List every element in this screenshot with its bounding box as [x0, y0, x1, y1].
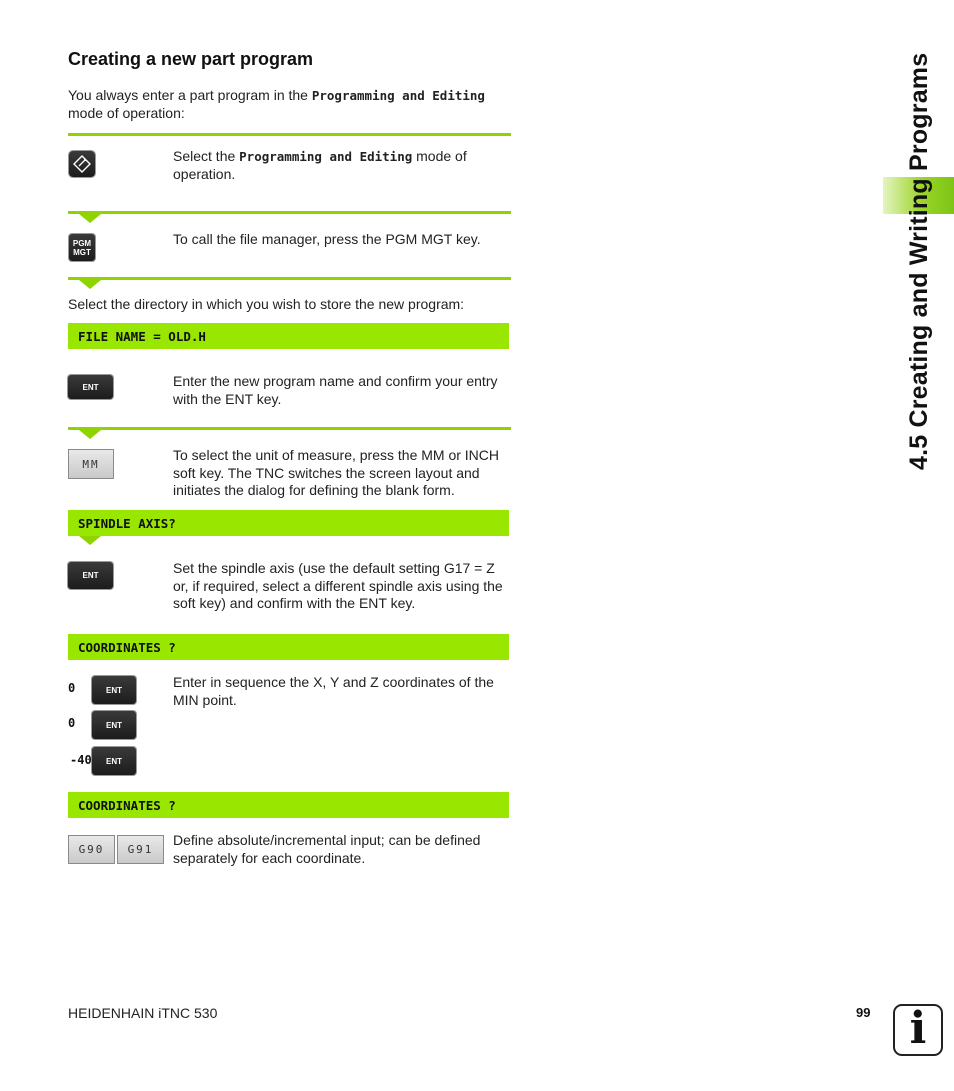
- coordinate-value-x: 0: [68, 681, 76, 695]
- step-enter-name-line2: with the ENT key.: [173, 390, 282, 407]
- step-unit: [173, 447, 513, 500]
- chapter-side-title: 4.5 Creating and Writing Programs: [905, 52, 933, 470]
- ent-key-label: ENT: [82, 571, 99, 580]
- intro-text-end: mode of operation:: [68, 104, 185, 121]
- ent-key[interactable]: [92, 747, 136, 775]
- coordinate-value-y: 0: [68, 716, 76, 730]
- ent-key[interactable]: [92, 676, 136, 704]
- dialog-coordinates-text: COORDINATES ?: [78, 640, 176, 655]
- mm-soft-key-label: MM: [82, 457, 100, 471]
- g91-soft-key[interactable]: [117, 835, 164, 864]
- step-unit-line1: To select the unit of measure, press the MM or INCH: [173, 447, 500, 463]
- step-spindle-line1: Set the spindle axis (use the default setting G17 = Z: [173, 560, 495, 576]
- step-unit-line3: initiates the dialog for defining the blank form.: [173, 482, 455, 498]
- ent-key[interactable]: [68, 562, 113, 589]
- down-arrow-icon: [79, 214, 101, 223]
- page-number: 99: [856, 1005, 871, 1020]
- ent-key-label: ENT: [106, 720, 122, 730]
- footer-product: HEIDENHAIN iTNC 530: [68, 1005, 218, 1021]
- step-select-mode: [173, 148, 513, 183]
- intro-paragraph: [68, 87, 508, 122]
- step-pgm-mgt-text: To call the file manager, press the PGM MGT key.: [173, 231, 481, 247]
- step-abs-inc-line2: separately for each coordinate.: [173, 849, 366, 866]
- mm-soft-key[interactable]: [68, 449, 114, 479]
- step-spindle: [173, 560, 513, 613]
- ent-key[interactable]: [92, 711, 136, 739]
- section-rule: [68, 133, 511, 136]
- g90-soft-key[interactable]: [68, 835, 115, 864]
- dialog-spindle-axis: [68, 510, 509, 536]
- dialog-coordinates: [68, 634, 509, 660]
- down-arrow-icon: [79, 536, 101, 545]
- g91-soft-key-label: G91: [127, 843, 154, 856]
- step-text-end: mode of operation.: [173, 148, 467, 182]
- pgm-mgt-key[interactable]: [69, 234, 95, 261]
- pgm-mgt-key-line2: MGT: [73, 247, 91, 257]
- step-unit-line2: soft key. The TNC switches the screen layout and: [173, 464, 480, 481]
- directory-text: Select the directory in which you wish to store the new program:: [68, 296, 465, 312]
- programming-mode-icon: [73, 155, 91, 173]
- step-coordinates-line2: MIN point.: [173, 691, 237, 708]
- down-arrow-icon: [79, 430, 101, 439]
- pgm-mgt-key-line1: PGM: [72, 238, 92, 248]
- ent-key-label: ENT: [106, 756, 122, 766]
- info-icon: [893, 1004, 943, 1056]
- dialog-spindle-axis-text: SPINDLE AXIS?: [78, 516, 176, 531]
- step-coordinates-line1: Enter in sequence the X, Y and Z coordinates of the: [173, 674, 494, 690]
- dialog-file-name: [68, 323, 509, 349]
- intro-mode: Programming and Editing: [311, 88, 485, 103]
- dialog-coordinates-2: [68, 792, 509, 818]
- intro-text: You always enter a part program in the: [68, 87, 312, 103]
- coordinate-value-z: -40: [70, 753, 92, 767]
- info-icon-letter: i: [909, 1003, 927, 1054]
- g90-soft-key-label: G90: [78, 843, 105, 856]
- down-arrow-icon: [79, 280, 101, 289]
- step-coordinates: [173, 674, 513, 709]
- step-mode: Programming and Editing: [239, 149, 413, 164]
- programming-mode-key[interactable]: [69, 151, 95, 177]
- section-rule: [68, 427, 511, 430]
- dialog-coordinates-2-text: COORDINATES ?: [78, 798, 176, 813]
- ent-key-label: ENT: [106, 685, 122, 695]
- step-abs-inc: [173, 832, 513, 867]
- step-text: Select the: [173, 148, 240, 164]
- step-enter-name: [173, 373, 513, 408]
- section-rule: [68, 211, 511, 214]
- ent-key-label: ENT: [82, 382, 99, 392]
- step-abs-inc-line1: Define absolute/incremental input; can be defined: [173, 832, 481, 848]
- step-enter-name-line1: Enter the new program name and confirm your entry: [173, 373, 498, 389]
- section-rule: [68, 277, 511, 280]
- ent-key[interactable]: [68, 375, 113, 399]
- page-title: Creating a new part program: [68, 49, 314, 69]
- step-spindle-line3: soft key) and confirm with the ENT key.: [173, 595, 416, 611]
- step-spindle-line2: or, if required, select a different spindle axis using the: [173, 577, 503, 594]
- dialog-file-name-text: FILE NAME = OLD.H: [78, 329, 206, 344]
